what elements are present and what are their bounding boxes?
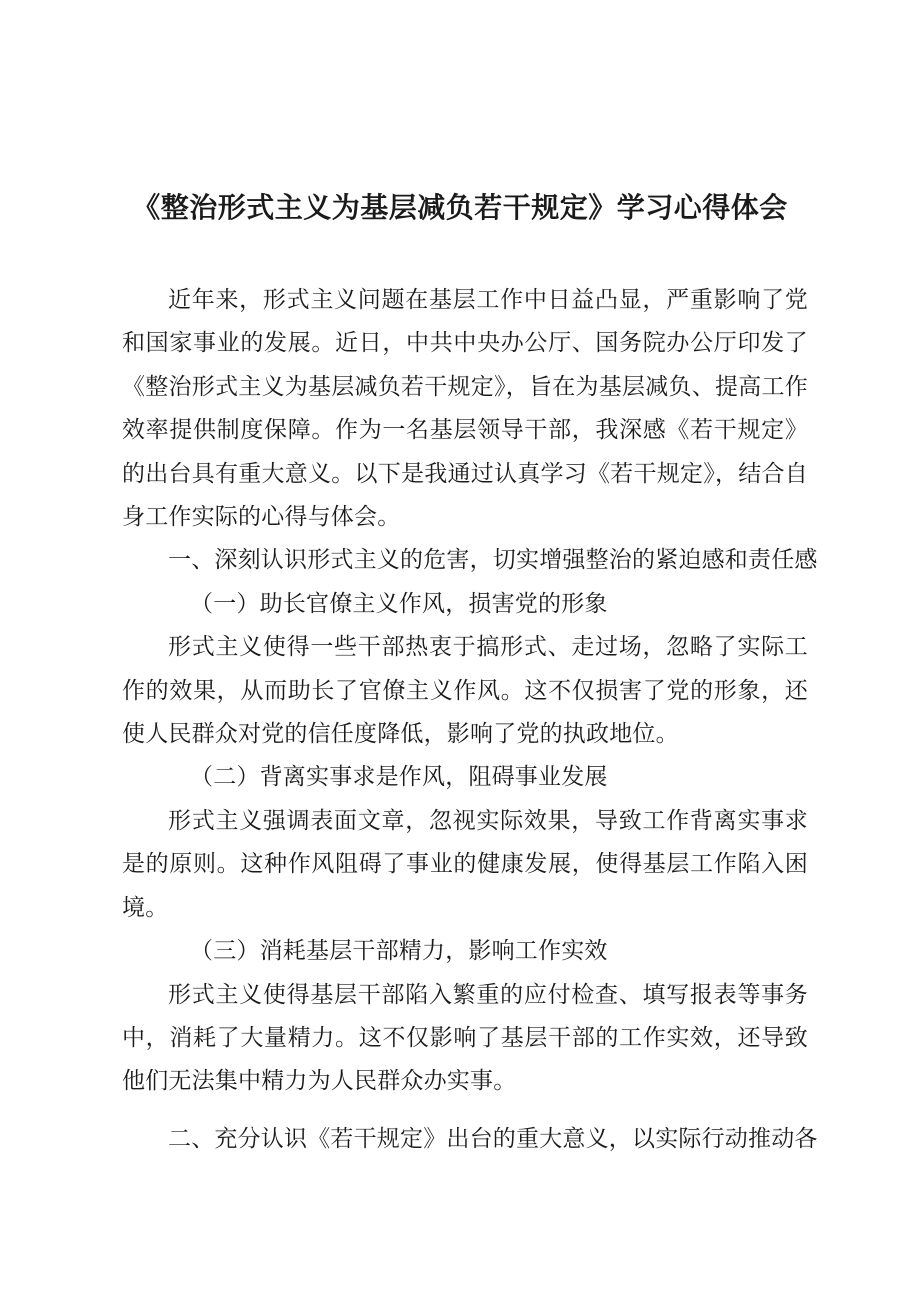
subsection-2-heading: （二）背离实事求是作风，阻碍事业发展 [190, 764, 608, 791]
subsection-3-heading: （三）消耗基层干部精力，影响工作实效 [190, 938, 608, 965]
section-1-heading: 一、深刻认识形式主义的危害，切实增强整治的紧迫感和责任感 [168, 547, 818, 574]
document-body [122, 279, 818, 1161]
subsection-1-heading: （一）助长官僚主义作风，损害党的形象 [190, 590, 608, 617]
section-2-heading: 二、充分认识《若干规定》出台的重大意义，以实际行动推动各 [168, 1125, 818, 1152]
intro-paragraph: 近年来，形式主义问题在基层工作中日益凸显，严重影响了党和国家事业的发展。近日，中共中央办公厅、国务院办公厅印发了《整治形式主义为基层减负若干规定》，旨在为基层减负、提高工作效率提供制度保障。作为一名基层领导干部，我深感《若干规定》的出台具有重大意义。以下是我通过认真学习《若干规定》，结合自身工作实际的心得与体会。 [122, 287, 808, 531]
subsection-1-paragraph: 形式主义使得一些干部热衷于搞形式、走过场，忽略了实际工作的效果，从而助长了官僚主义作风。这不仅损害了党的形象，还使人民群众对党的信任度降低，影响了党的执政地位。 [122, 634, 808, 748]
subsection-3-paragraph: 形式主义使得基层干部陷入繁重的应付检查、填写报表等事务中，消耗了大量精力。这不仅影响了基层干部的工作实效，还导致他们无法集中精力为人民群众办实事。 [122, 981, 808, 1095]
document-title: 《整治形式主义为基层减负若干规定》学习心得体会 [132, 191, 788, 224]
subsection-2-paragraph: 形式主义强调表面文章，忽视实际效果，导致工作背离实事求是的原则。这种作风阻碍了事业的健康发展，使得基层工作陷入困境。 [122, 807, 808, 921]
